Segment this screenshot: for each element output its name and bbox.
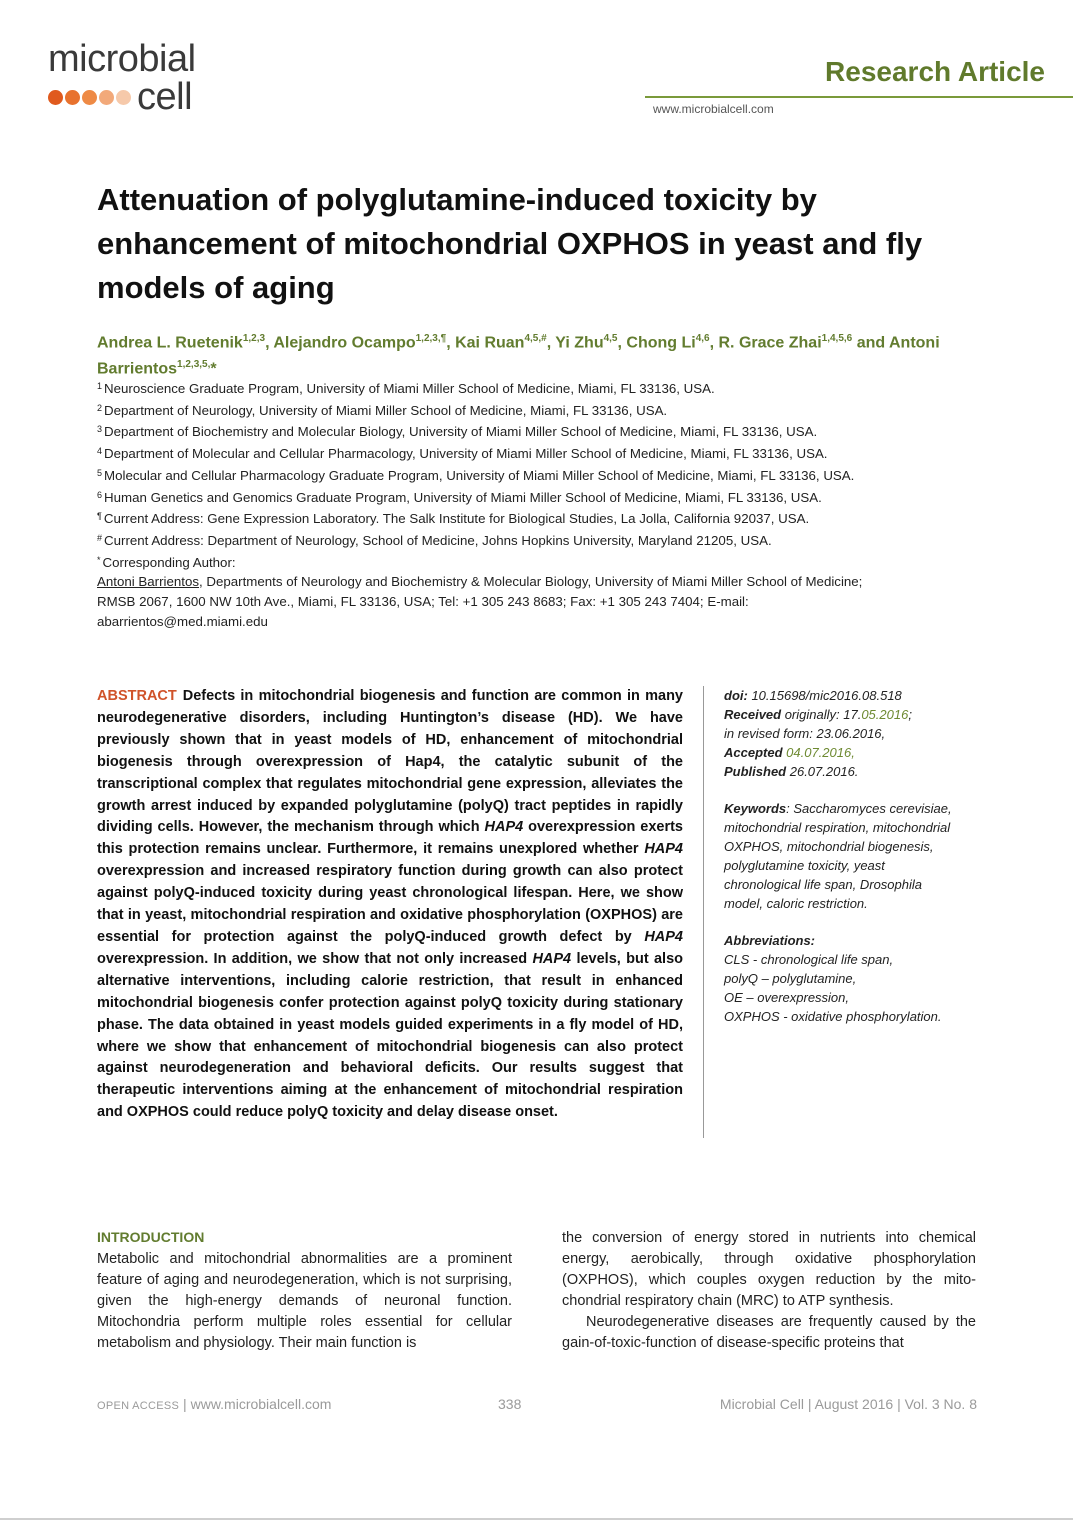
journal-logo-text: microbial bbox=[48, 38, 196, 80]
author-affiliation-marks: 1,2,3 bbox=[242, 333, 266, 344]
author-affiliation-marks: 1,2,3,¶ bbox=[415, 333, 447, 344]
affiliation-item: ¶ Current Address: Gene Expression Laboratory. The Salk Institute for Biological Studies, La Jolla, California 92037, USA. bbox=[97, 511, 810, 527]
author-affiliation-marks: 4,5 bbox=[603, 333, 618, 344]
affiliation-item: $^1$ Neuroscience Graduate Program, University of Miami Miller School of Medicine, Miami, FL 33136, USA. bbox=[97, 381, 715, 396]
author-name: R. Grace Zhai bbox=[718, 334, 822, 352]
doi[interactable]: doi: 10.15698/mic2016.08.518 bbox=[724, 688, 902, 703]
received-date: Received originally: 17.05.2016; bbox=[724, 707, 912, 722]
paragraph: Neurodegenerative diseases are frequently caused by the gain-of-toxic-function of disease-specific proteins that bbox=[562, 1314, 976, 1351]
author-name: Kai Ruan bbox=[455, 334, 525, 352]
header-divider bbox=[645, 96, 1073, 98]
author-list: Andrea L. Ruetenik$^{1,2,3}$, Alejandro Ocampo$^{1,2,3,\P}$, Kai Ruan$^{4,5,\#}$, Yi Zhu$^{4,5}$, Chong Li$^{4,6}$, R. Grace Zhai$^{1,4,5,6}$ and Antoni Barrientos$^{1,2,3,5,}$* bbox=[97, 333, 940, 378]
abbreviation-item: CLS - chronological life span, bbox=[724, 952, 894, 967]
paragraph: the conversion of energy stored in nutrients into chemical energy, aerobically, through oxidative phosphorylation (OXPHOS), which couples oxygen reduction by the mitochondrial respiratory chain (MRC) to ATP synthesis. bbox=[562, 1230, 976, 1309]
article-info-sidebar bbox=[724, 686, 964, 1044]
keywords: Keywords: Saccharomyces cerevisiae, mitochondrial respiration, mitochondrial OXPHOS, mitochondrial biogenesis, polyglutamine toxicity, yeast chronological life span, Drosophila model, caloric restriction. bbox=[724, 801, 952, 911]
author-affiliation-marks: 1,2,3,5, bbox=[177, 359, 211, 371]
corresponding-author-name[interactable]: Antoni Barrientos bbox=[97, 574, 199, 590]
affiliations bbox=[97, 377, 977, 631]
affiliation-item: $^3$ Department of Biochemistry and Molecular Biology, University of Miami Miller School of Medicine, Miami, FL 33136, USA. bbox=[97, 424, 818, 440]
corresponding-address-line: Antoni Barrientos, Departments of Neurology and Biochemistry & Molecular Biology, University of Miami Miller School of Medicine; bbox=[97, 574, 863, 590]
abstract-label: ABSTRACT bbox=[97, 688, 177, 704]
revised-date: in revised form: 23.06.2016, bbox=[724, 726, 886, 741]
logo-dot-icon bbox=[99, 90, 114, 105]
author-name: Antoni Barrientos bbox=[97, 334, 940, 378]
article-type: Research Article bbox=[825, 56, 1045, 87]
logo-dot-icon bbox=[65, 90, 80, 105]
footer-url-link[interactable]: www.microbialcell.com bbox=[190, 1396, 332, 1412]
affiliation-item: * Corresponding Author: bbox=[97, 554, 236, 570]
journal-logo-subtext: cell bbox=[137, 76, 193, 118]
footer-citation: Microbial Cell | August 2016 | Vol. 3 No. 8 bbox=[719, 1396, 977, 1412]
affiliation-item: $^5$ Molecular and Cellular Pharmacology Graduate Program, University of Miami Miller School of Medicine, Miami, FL 33136, USA. bbox=[97, 467, 855, 483]
abbreviations: Abbreviations: CLS - chronological life span, polyQ – polyglutamine, OE – overexpression, OXPHOS - oxidative phosphorylation. bbox=[724, 931, 964, 1026]
journal-url-link[interactable]: www.microbialcell.com bbox=[653, 102, 774, 116]
author-name: Alejandro Ocampo bbox=[273, 334, 416, 352]
abstract-body: Defects in mitochondrial biogenesis and function are common in many neurodegenerative disorders, including Huntington’s disease (HD). We have previously shown that in yeast models of HD, enhancement of mitochondrial biogenesis through overexpression of Hap4, the catalytic subunit of the transcriptional complex that regulates mitochondrial gene expression, alleviates the growth arrest induced by expanded polyglutamine (polyQ) tract peptides in rapidly dividing cells. However, the mechanism through which HAP4 overexpression exerts this protection remains unclear. Furthermore, it remains unexplored whether HAP4 overexpression and increased respiratory function during growth can also protect against polyQ-induced toxicity during yeast chronological lifespan. Here, we show that in yeast, mitochondrial respiration and oxidative phosphorylation (OXPHOS) are essential for protection against the polyQ-induced growth defect by HAP4 overexpression. In addition, we show that not only increased HAP4 levels, but also alternative interventions, including calorie restriction, that result in enhanced mitochondrial biogenesis confer protection against polyQ toxicity during stationary phase. The data obtained in yeast models guided experiments in a fly model of HD, where we show that enhancement of mitochondrial biogenesis can also protect against neurodegeneration and behavioral deficits. Our results suggest that therapeutic interventions aiming at the enhancement of mitochondrial respiration and OXPHOS could reduce polyQ toxicity and delay disease onset. bbox=[97, 688, 683, 1121]
abbreviation-item: OXPHOS - oxidative phosphorylation. bbox=[724, 1009, 942, 1024]
introduction-text-right bbox=[562, 1228, 976, 1354]
introduction-heading: INTRODUCTION bbox=[97, 1229, 205, 1245]
affiliation-item: $^2$ Department of Neurology, University of Miami Miller School of Medicine, Miami, FL 33136, USA. bbox=[97, 402, 668, 418]
published-date: Published 26.07.2016. bbox=[724, 764, 859, 779]
page-number: 338 bbox=[498, 1396, 522, 1412]
author-affiliation-marks: 4,5,# bbox=[524, 333, 547, 344]
page-bottom-edge bbox=[0, 1518, 1073, 1520]
abstract bbox=[97, 686, 683, 1124]
corresponding-address-line: RMSB 2067, 1600 NW 10th Ave., Miami, FL 33136, USA; Tel: +1 305 243 8683; Fax: +1 305 243 7404; E-mail: bbox=[97, 594, 749, 610]
logo-dot-icon bbox=[82, 90, 97, 105]
author-name: Chong Li bbox=[626, 334, 696, 352]
author-name: Andrea L. Ruetenik bbox=[97, 334, 243, 352]
corresponding-email[interactable]: abarrientos@med.miami.edu bbox=[97, 613, 268, 629]
author-affiliation-marks: 4,6 bbox=[695, 333, 710, 344]
logo-dot-icon bbox=[116, 90, 131, 105]
abbreviation-item: polyQ – polyglutamine, bbox=[724, 971, 857, 986]
accepted-date: Accepted 04.07.2016, bbox=[724, 745, 855, 760]
journal-logo bbox=[48, 76, 193, 118]
affiliation-item: $^4$ Department of Molecular and Cellular Pharmacology, University of Miami Miller School of Medicine, Miami, FL 33136, USA. bbox=[97, 446, 828, 462]
logo-dot-icon bbox=[48, 90, 63, 105]
author-affiliation-marks: 1,4,5,6 bbox=[821, 333, 853, 344]
introduction-text-left: Metabolic and mitochondrial abnormalities are a prominent feature of aging and neurodegeneration, which is not surprising, given the high-energy demands of neuronal function. Mitochondria perform multiple roles essential for cellular metabolism and physiology. Their main function is bbox=[97, 1251, 512, 1351]
article-title: Attenuation of polyglutamine-induced toxicity by enhancement of mitochondrial OXPHOS in yeast and fly models of aging bbox=[97, 182, 923, 305]
abbreviation-item: OE – overexpression, bbox=[724, 990, 850, 1005]
author-name: Yi Zhu bbox=[555, 334, 604, 352]
sidebar-divider bbox=[703, 686, 704, 1138]
footer-open-access: OPEN ACCESS | www.microbialcell.com bbox=[97, 1396, 332, 1412]
affiliation-item: $^6$ Human Genetics and Genomics Graduate Program, University of Miami Miller School of Medicine, Miami, FL 33136, USA. bbox=[97, 489, 822, 505]
affiliation-item: # Current Address: Department of Neurology, School of Medicine, Johns Hopkins University, Maryland 21205, USA. bbox=[97, 532, 772, 548]
